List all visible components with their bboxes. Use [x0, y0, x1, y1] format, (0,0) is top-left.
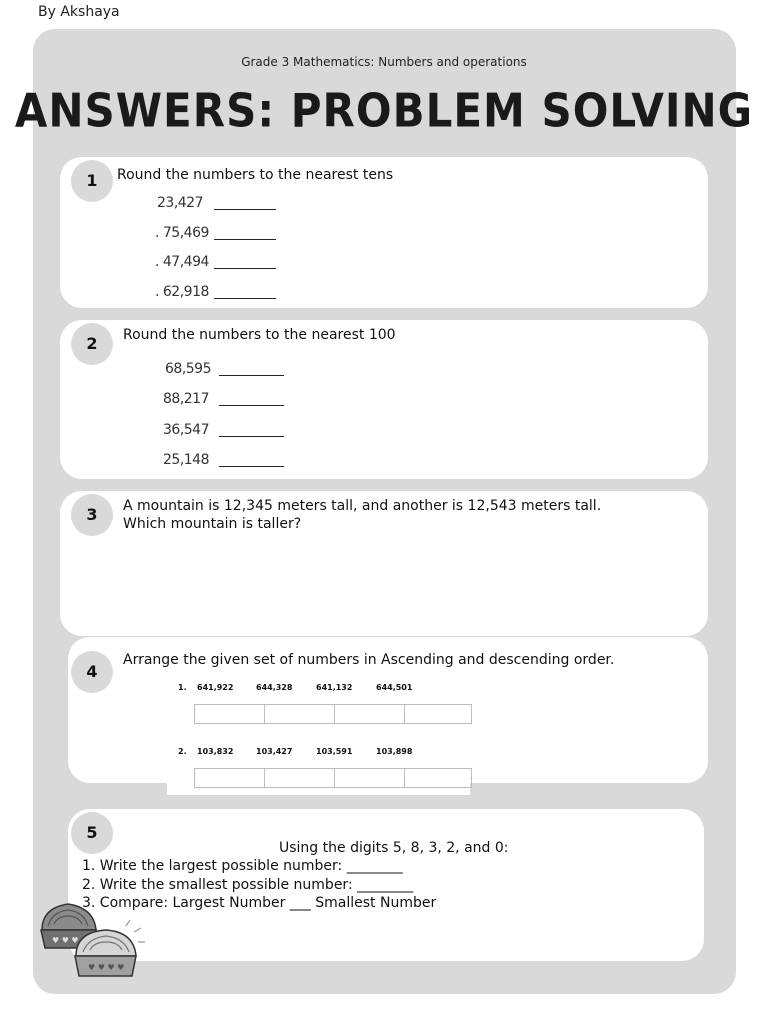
question-number-1: 1 [71, 160, 113, 202]
set2-value-3: 103,591 [316, 747, 353, 756]
set2-answer-cells[interactable] [194, 768, 472, 788]
q2-blank-1[interactable] [219, 375, 284, 376]
q2-blank-2[interactable] [219, 405, 284, 406]
q1-item-3: . 47,494 [155, 254, 209, 270]
q5-item-3: 3. Compare: Largest Number ___ Smallest Number [82, 895, 437, 911]
ordering-table [167, 678, 470, 795]
question-number-4: 4 [71, 651, 113, 693]
q1-blank-4[interactable] [214, 298, 276, 299]
set1-value-3: 641,132 [316, 683, 353, 692]
svg-text:♥ ♥ ♥ ♥: ♥ ♥ ♥ ♥ [88, 963, 125, 972]
question-heading-5: Using the digits 5, 8, 3, 2, and 0: [279, 840, 509, 856]
question-text-2: Round the numbers to the nearest 100 [123, 327, 396, 343]
question-text-4: Arrange the given set of numbers in Ascending and descending order. [123, 652, 615, 668]
q1-item-1: 23,427 [157, 195, 203, 211]
q1-blank-1[interactable] [214, 209, 276, 210]
set2-row [178, 747, 413, 756]
q2-item-4: 25,148 [163, 452, 209, 468]
set1-answer-cells[interactable] [194, 704, 472, 724]
set1-value-4: 644,501 [376, 683, 413, 692]
set1-row [178, 683, 413, 692]
q1-item-2: . 75,469 [155, 225, 209, 241]
subtitle: Grade 3 Mathematics: Numbers and operations [241, 55, 527, 69]
set1-value-1: 641,922 [197, 683, 234, 692]
page-title: ANSWERS: PROBLEM SOLVING [14, 83, 754, 138]
question-text-3-line1: A mountain is 12,345 meters tall, and another is 12,543 meters tall. [123, 498, 602, 514]
cupcake-decoration-icon [38, 900, 148, 985]
q2-item-3: 36,547 [163, 422, 209, 438]
set1-label: 1. [178, 683, 187, 692]
q1-blank-2[interactable] [214, 239, 276, 240]
set2-value-1: 103,832 [197, 747, 234, 756]
set2-value-2: 103,427 [256, 747, 293, 756]
q1-blank-3[interactable] [214, 268, 276, 269]
set2-label: 2. [178, 747, 187, 756]
q2-blank-4[interactable] [219, 466, 284, 467]
q2-item-1: 68,595 [165, 361, 211, 377]
set2-value-4: 103,898 [376, 747, 413, 756]
q5-item-2: 2. Write the smallest possible number: ________ [82, 876, 414, 893]
question-text-1: Round the numbers to the nearest tens [117, 167, 394, 183]
question-number-3: 3 [71, 494, 113, 536]
q1-item-4: . 62,918 [155, 284, 209, 300]
q5-item-1: 1. Write the largest possible number: ________ [82, 858, 403, 874]
question-number-5: 5 [71, 812, 113, 854]
question-text-3-line2: Which mountain is taller? [123, 516, 302, 532]
q2-blank-3[interactable] [219, 436, 284, 437]
answer-area-3[interactable] [123, 540, 683, 625]
question-number-2: 2 [71, 323, 113, 365]
svg-text:♥ ♥ ♥: ♥ ♥ ♥ [52, 936, 79, 945]
set1-value-2: 644,328 [256, 683, 293, 692]
q2-item-2: 88,217 [163, 391, 209, 407]
byline: By Akshaya [38, 4, 120, 20]
